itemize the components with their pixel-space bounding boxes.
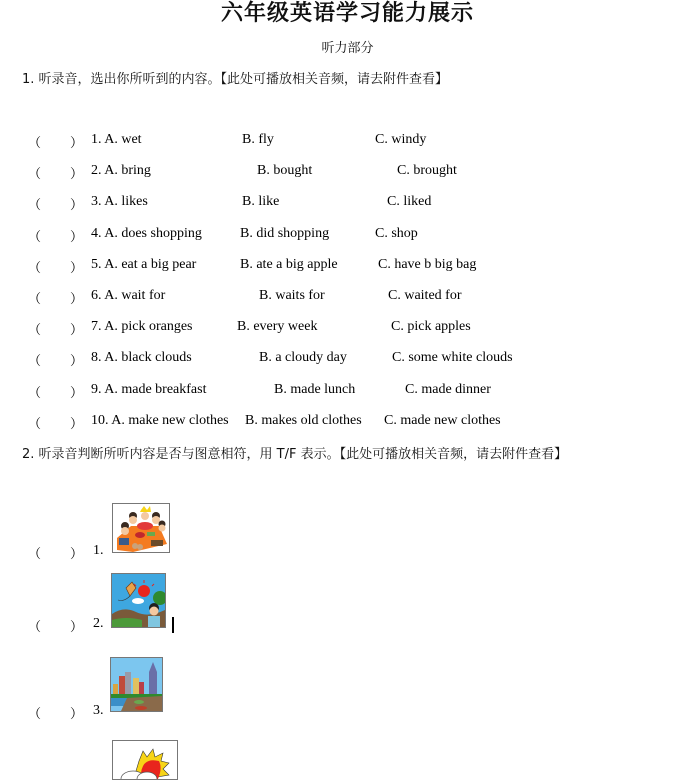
option-b: B. made lunch <box>274 382 356 397</box>
answer-paren-close: ） <box>70 323 84 338</box>
option-c: C. pick apples <box>391 319 471 334</box>
answer-paren-open[interactable]: （ <box>28 198 42 213</box>
item-number: 1. <box>93 543 104 558</box>
answer-paren-open[interactable]: （ <box>28 547 42 562</box>
birthday-party-picture <box>112 503 170 553</box>
option-a: 4. A. does shopping <box>91 226 202 241</box>
answer-paren-open[interactable]: （ <box>28 417 42 432</box>
option-a: 6. A. wait for <box>91 288 166 303</box>
option-a: 9. A. made breakfast <box>91 382 207 397</box>
answer-paren-close: ） <box>70 167 84 182</box>
answer-paren-open[interactable]: （ <box>28 620 42 635</box>
option-c: C. brought <box>397 163 457 178</box>
option-b: B. every week <box>237 319 318 334</box>
option-b: B. did shopping <box>240 226 330 241</box>
answer-paren-close: ） <box>70 230 84 245</box>
option-a: 3. A. likes <box>91 194 148 209</box>
answer-paren-open[interactable]: （ <box>28 167 42 182</box>
option-b: B. ate a big apple <box>240 257 338 272</box>
section1-heading: 1. 听录音，选出你所听到的内容。【此处可播放相关音频，请去附件查看】 <box>22 72 449 87</box>
option-a: 1. A. wet <box>91 132 142 147</box>
option-b: B. bought <box>257 163 313 178</box>
answer-paren-close: ） <box>70 386 84 401</box>
option-c: C. liked <box>387 194 432 209</box>
answer-paren-open[interactable]: （ <box>28 386 42 401</box>
text-cursor <box>172 617 174 633</box>
option-c: C. windy <box>375 132 427 147</box>
answer-paren-close: ） <box>70 417 84 432</box>
option-c: C. have b big bag <box>378 257 477 272</box>
answer-paren-close: ） <box>70 620 84 635</box>
flying-kite-picture <box>111 573 166 628</box>
section-subtitle: 听力部分 <box>321 41 374 56</box>
option-a: 7. A. pick oranges <box>91 319 193 334</box>
section2-heading: 2. 听录音判断所听内容是否与图意相符，用 T/F 表示。【此处可播放相关音频，请去附件查看】 <box>22 447 568 462</box>
city-park-picture <box>110 657 163 712</box>
option-b: B. makes old clothes <box>245 413 362 428</box>
answer-paren-close: ） <box>70 136 84 151</box>
option-c: C. shop <box>375 226 418 241</box>
answer-paren-open[interactable]: （ <box>28 354 42 369</box>
option-c: C. some white clouds <box>392 350 513 365</box>
answer-paren-open[interactable]: （ <box>28 261 42 276</box>
option-b: B. waits for <box>259 288 325 303</box>
sun-cloud-picture <box>112 740 178 780</box>
answer-paren-open[interactable]: （ <box>28 136 42 151</box>
answer-paren-open[interactable]: （ <box>28 230 42 245</box>
option-b: B. a cloudy day <box>259 350 347 365</box>
answer-paren-open[interactable]: （ <box>28 707 42 722</box>
answer-paren-close: ） <box>70 547 84 562</box>
item-number: 3. <box>93 703 104 718</box>
option-c: C. made new clothes <box>384 413 501 428</box>
document-title: 六年级英语学习能力展示 <box>220 1 474 26</box>
option-b: B. fly <box>242 132 274 147</box>
option-a: 10. A. make new clothes <box>91 413 229 428</box>
answer-paren-open[interactable]: （ <box>28 323 42 338</box>
option-a: 8. A. black clouds <box>91 350 192 365</box>
answer-paren-close: ） <box>70 198 84 213</box>
answer-paren-close: ） <box>70 261 84 276</box>
option-a: 5. A. eat a big pear <box>91 257 197 272</box>
option-c: C. made dinner <box>405 382 491 397</box>
option-c: C. waited for <box>388 288 462 303</box>
answer-paren-close: ） <box>70 354 84 369</box>
answer-paren-close: ） <box>70 707 84 722</box>
option-a: 2. A. bring <box>91 163 151 178</box>
option-b: B. like <box>242 194 280 209</box>
answer-paren-close: ） <box>70 292 84 307</box>
item-number: 2. <box>93 616 104 631</box>
answer-paren-open[interactable]: （ <box>28 292 42 307</box>
